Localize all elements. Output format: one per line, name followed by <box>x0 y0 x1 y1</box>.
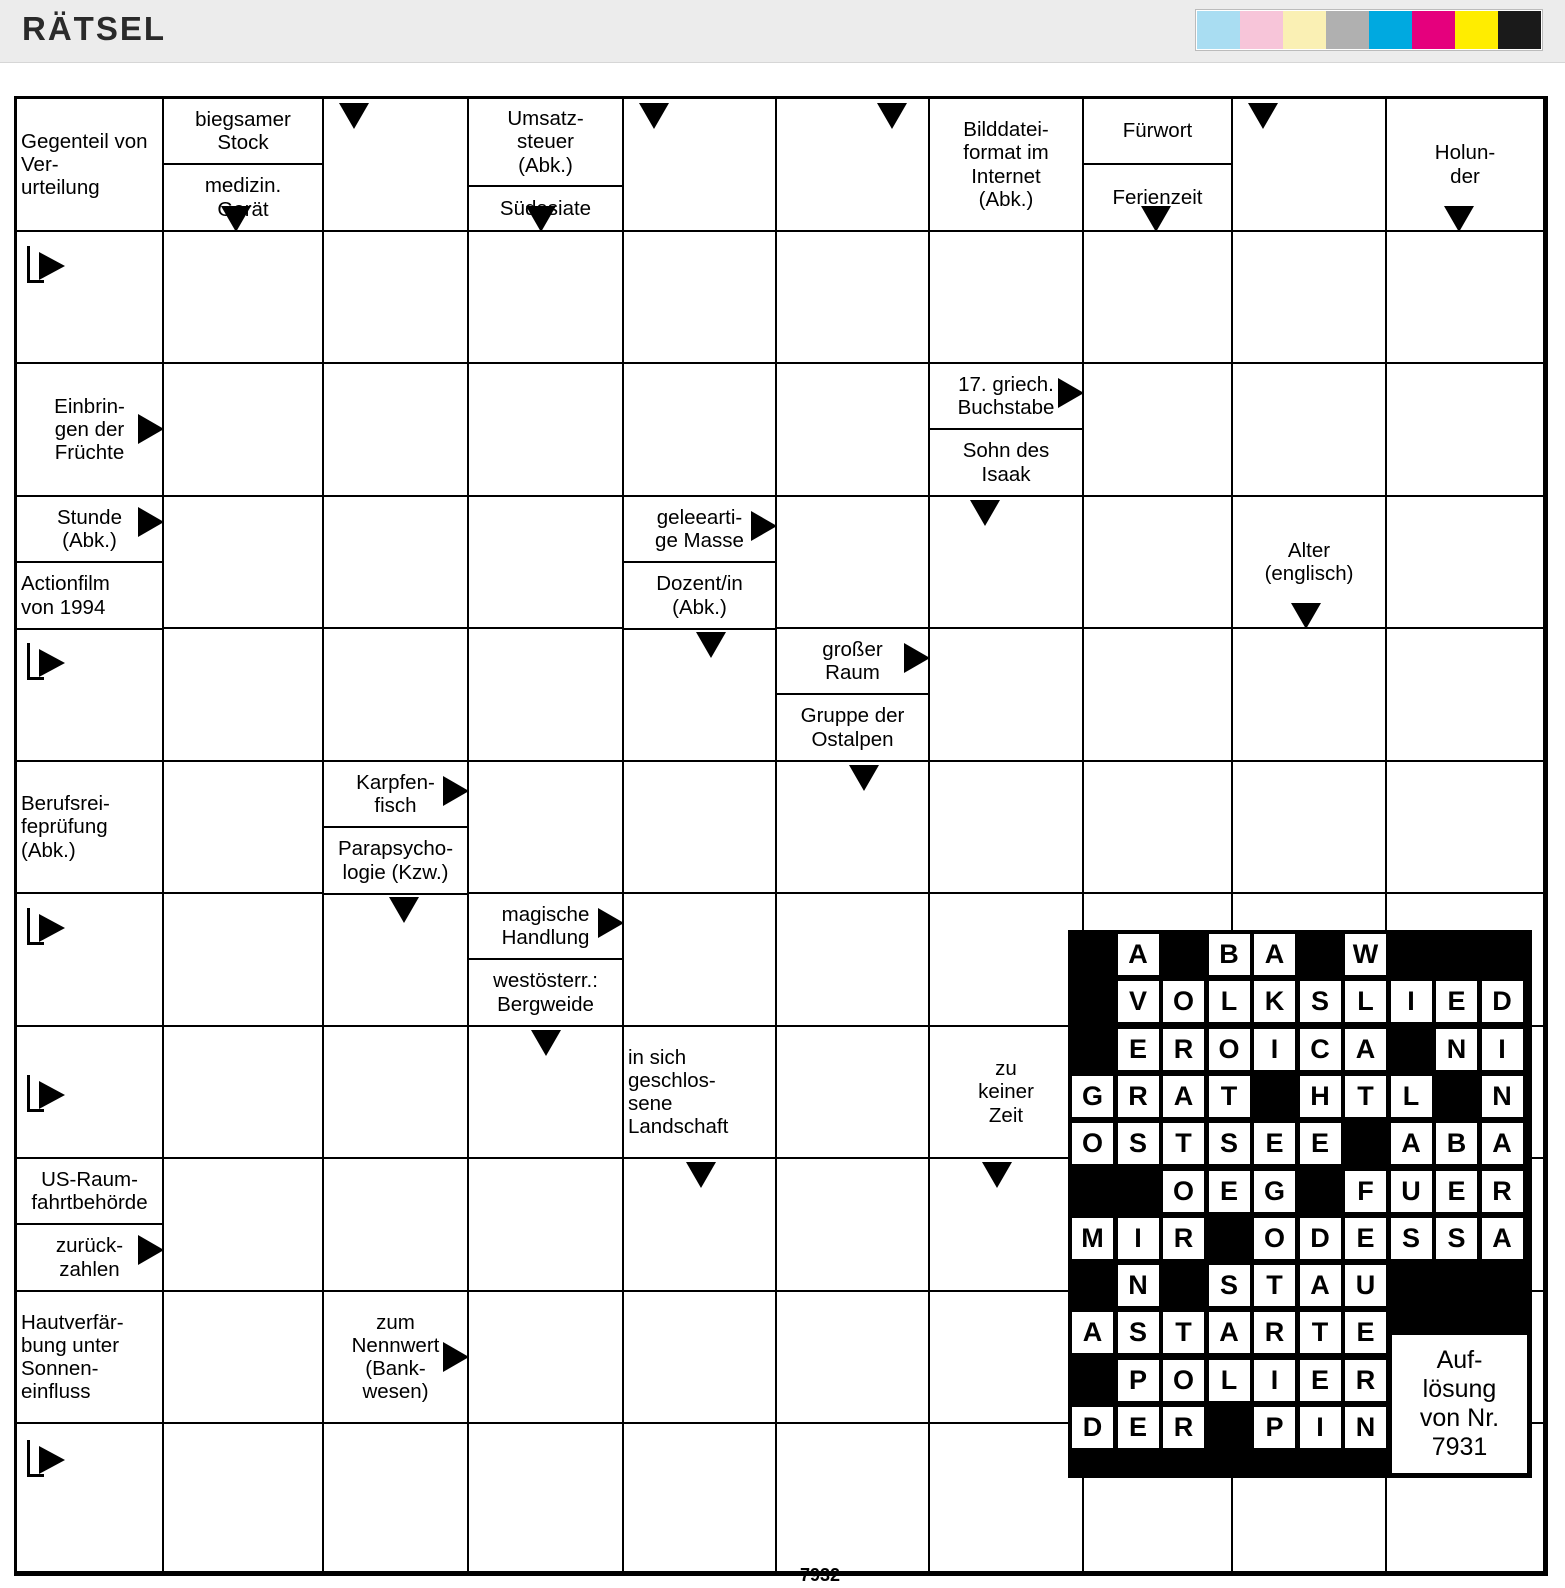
grid-cell[interactable] <box>624 364 777 497</box>
grid-cell[interactable] <box>930 629 1084 762</box>
solution-letter-cell: B <box>1207 932 1252 977</box>
solution-letter-cell: E <box>1116 1405 1161 1450</box>
clue-sohn-des-isaak: Sohn des Isaak <box>930 430 1084 497</box>
grid-cell[interactable] <box>930 497 1084 629</box>
grid-cell[interactable] <box>624 232 777 364</box>
grid-cell[interactable] <box>930 1424 1084 1573</box>
color-swatch-2 <box>1283 11 1326 49</box>
grid-cell[interactable] <box>930 232 1084 364</box>
color-swatch-4 <box>1369 11 1412 49</box>
arrow-right-icon-nennwert <box>443 1342 469 1372</box>
grid-cell[interactable] <box>324 1159 469 1292</box>
arrow-down-icon-ostalpen <box>849 765 879 791</box>
arrow-down-icon-holunder <box>1444 206 1474 232</box>
grid-cell[interactable] <box>469 232 624 364</box>
solution-letter-cell: A <box>1207 1310 1252 1355</box>
grid-cell[interactable] <box>469 497 624 629</box>
solution-letter-cell: W <box>1343 932 1388 977</box>
grid-cell[interactable] <box>624 894 777 1027</box>
solution-letter-cell: O <box>1207 1027 1252 1072</box>
clue-hautverfaerbung-unter-sonneneinfluss: Hautverfär- bung unter Sonnen- einfluss <box>17 1292 164 1424</box>
grid-cell[interactable] <box>324 1027 469 1159</box>
grid-cell[interactable] <box>624 762 777 894</box>
solution-letter-cell: D <box>1070 1405 1115 1450</box>
solution-letter-cell: A <box>1252 932 1297 977</box>
solution-letter-cell: T <box>1298 1310 1343 1355</box>
color-swatch-0 <box>1197 11 1240 49</box>
solution-letter-cell: S <box>1207 1121 1252 1166</box>
solution-letter-cell: L <box>1343 979 1388 1024</box>
solution-letter-cell: E <box>1434 979 1479 1024</box>
solution-letter-cell: A <box>1389 1121 1434 1166</box>
solution-letter-cell: A <box>1298 1263 1343 1308</box>
solution-letter-cell: I <box>1116 1216 1161 1261</box>
arrow-right-icon-stunde <box>138 507 164 537</box>
grid-cell[interactable] <box>1387 497 1545 629</box>
solution-letter-cell: T <box>1343 1074 1388 1119</box>
solution-letter-cell: R <box>1161 1216 1206 1261</box>
grid-cell[interactable] <box>1387 364 1545 497</box>
solution-letter-cell: S <box>1298 979 1343 1024</box>
grid-cell[interactable] <box>777 894 930 1027</box>
solution-letter-cell: P <box>1252 1405 1297 1450</box>
grid-cell[interactable] <box>777 497 930 629</box>
grid-cell[interactable] <box>1233 629 1387 762</box>
page-title: RÄTSEL <box>22 10 166 47</box>
arrow-down-icon-c8r0 <box>1248 103 1278 129</box>
solution-letter-cell: O <box>1161 1358 1206 1403</box>
solution-letter-cell: O <box>1161 979 1206 1024</box>
solution-letter-cell: R <box>1343 1358 1388 1403</box>
clue-gruppe-der-ostalpen: Gruppe der Ostalpen <box>777 695 930 762</box>
solution-letter-cell: U <box>1389 1169 1434 1214</box>
solution-letter-cell: P <box>1116 1358 1161 1403</box>
grid-cell[interactable] <box>324 232 469 364</box>
arrow-down-icon-medizin <box>221 206 251 232</box>
clue-17-griech-buchstabe: 17. griech. Buchstabe <box>930 364 1084 430</box>
arrow-down-icon-c4r0 <box>639 103 669 129</box>
arrow-start-icon-r6 <box>27 908 83 944</box>
grid-cell[interactable] <box>1084 232 1233 364</box>
clue-westoesterr-bergweide: westösterr.: Bergweide <box>469 960 624 1027</box>
clue-zum-nennwert-bankwesen: zum Nennwert (Bank- wesen) <box>324 1292 469 1424</box>
solution-letter-cell: N <box>1480 1074 1525 1119</box>
grid-cell[interactable] <box>469 364 624 497</box>
grid-cell[interactable] <box>324 1424 469 1573</box>
clue-einbringen-der-fruechte: Einbrin- gen der Früchte <box>17 364 164 497</box>
grid-cell[interactable] <box>164 629 324 762</box>
arrow-down-icon-dozent <box>696 632 726 658</box>
grid-cell[interactable] <box>930 894 1084 1027</box>
solution-letter-cell: V <box>1116 979 1161 1024</box>
arrow-right-icon-einbringen <box>138 414 164 444</box>
solution-letter-cell: I <box>1480 1027 1525 1072</box>
print-color-bar <box>1195 9 1543 51</box>
solution-letter-cell: N <box>1116 1263 1161 1308</box>
arrow-down-icon-sohn <box>970 500 1000 526</box>
clue-ferienzeit: Ferienzeit <box>1084 165 1233 232</box>
solution-block <box>1068 930 1532 1478</box>
solution-letter-cell: K <box>1252 979 1297 1024</box>
solution-letter-cell: S <box>1116 1310 1161 1355</box>
grid-cell[interactable] <box>164 1292 324 1424</box>
grid-cell[interactable] <box>164 1027 324 1159</box>
solution-letter-cell: A <box>1480 1216 1525 1261</box>
grid-cell[interactable] <box>324 497 469 629</box>
clue-fuerwort: Fürwort <box>1084 99 1233 165</box>
arrow-down-icon-suedasiate <box>526 206 556 232</box>
solution-letter-cell: S <box>1389 1216 1434 1261</box>
solution-letter-cell: I <box>1389 979 1434 1024</box>
color-swatch-6 <box>1455 11 1498 49</box>
grid-cell[interactable] <box>469 1424 624 1573</box>
solution-letter-cell: O <box>1161 1169 1206 1214</box>
clue-medizin-geraet: medizin. Gerät <box>164 165 324 232</box>
solution-letter-cell: T <box>1161 1121 1206 1166</box>
solution-letter-cell: E <box>1252 1121 1297 1166</box>
clue-in-sich-geschlossene-landschaft: in sich geschlos- sene Landschaft <box>624 1027 777 1159</box>
clue-holunder: Holun- der <box>1387 99 1545 232</box>
clue-zurueckzahlen: zurück- zahlen <box>17 1225 164 1292</box>
color-swatch-3 <box>1326 11 1369 49</box>
grid-cell[interactable] <box>469 762 624 894</box>
solution-letter-cell: A <box>1161 1074 1206 1119</box>
clue-magische-handlung: magische Handlung <box>469 894 624 960</box>
arrow-right-icon-17griech <box>1058 378 1084 408</box>
solution-letter-cell: L <box>1207 979 1252 1024</box>
solution-letter-cell: S <box>1116 1121 1161 1166</box>
clue-suedasiate: Südasiate <box>469 187 624 232</box>
clue-biegsamer-stock: biegsamer Stock <box>164 99 324 165</box>
grid-cell[interactable] <box>164 762 324 894</box>
grid-cell[interactable] <box>1387 629 1545 762</box>
solution-letter-cell: N <box>1434 1027 1479 1072</box>
color-swatch-5 <box>1412 11 1455 49</box>
arrow-down-icon-c5r0 <box>877 103 907 129</box>
color-swatch-7 <box>1498 11 1541 49</box>
arrow-down-icon-landschaft <box>686 1162 716 1188</box>
arrow-start-icon-r1 <box>27 246 83 282</box>
grid-cell[interactable] <box>1084 497 1233 629</box>
clue-umsatzsteuer-abk: Umsatz- steuer (Abk.) <box>469 99 624 187</box>
arrow-right-icon-zurueck <box>138 1235 164 1265</box>
color-swatch-1 <box>1240 11 1283 49</box>
solution-letter-cell: T <box>1252 1263 1297 1308</box>
solution-letter-cell: I <box>1298 1405 1343 1450</box>
solution-letter-cell: A <box>1343 1027 1388 1072</box>
grid-cell[interactable] <box>324 629 469 762</box>
grid-cell[interactable] <box>624 1292 777 1424</box>
arrow-down-icon-parapsycho <box>389 897 419 923</box>
solution-letter-cell: S <box>1207 1263 1252 1308</box>
clue-zu-keiner-zeit: zu keiner Zeit <box>930 1027 1084 1159</box>
grid-cell[interactable] <box>164 497 324 629</box>
grid-cell[interactable] <box>930 1292 1084 1424</box>
grid-cell[interactable] <box>777 364 930 497</box>
solution-letter-cell: A <box>1116 932 1161 977</box>
grid-cell[interactable] <box>777 232 930 364</box>
solution-letter-cell: L <box>1207 1358 1252 1403</box>
grid-cell[interactable] <box>1084 629 1233 762</box>
solution-caption: Auf- lösung von Nr. 7931 <box>1390 1333 1529 1475</box>
grid-cell[interactable] <box>930 762 1084 894</box>
solution-letter-cell: A <box>1070 1310 1115 1355</box>
solution-letter-cell: R <box>1116 1074 1161 1119</box>
arrow-right-icon-magische <box>598 908 624 938</box>
clue-gegenteil-von-verurteilung: Gegenteil von Ver- urteilung <box>17 99 164 232</box>
grid-cell[interactable] <box>164 1159 324 1292</box>
solution-letter-cell: R <box>1161 1405 1206 1450</box>
grid-cell[interactable] <box>164 232 324 364</box>
solution-letter-cell: E <box>1116 1027 1161 1072</box>
grid-cell[interactable] <box>624 1424 777 1573</box>
arrow-down-icon-bergweide <box>531 1030 561 1056</box>
arrow-start-icon-r4 <box>27 643 83 679</box>
clue-stunde-abk: Stunde (Abk.) <box>17 497 164 563</box>
solution-letter-cell: E <box>1298 1121 1343 1166</box>
grid-cell[interactable] <box>324 364 469 497</box>
solution-letter-cell: D <box>1480 979 1525 1024</box>
solution-letter-cell: I <box>1252 1027 1297 1072</box>
solution-letter-cell: E <box>1343 1216 1388 1261</box>
clue-berufsreifepruefung-abk: Berufsrei- feprüfung (Abk.) <box>17 762 164 894</box>
arrow-start-icon-r7 <box>27 1075 83 1111</box>
arrow-right-icon-karpfen <box>443 776 469 806</box>
clue-karpfenfisch: Karpfen- fisch <box>324 762 469 828</box>
solution-letter-cell: T <box>1207 1074 1252 1119</box>
solution-letter-cell: B <box>1434 1121 1479 1166</box>
grid-cell[interactable] <box>469 629 624 762</box>
clue-us-raumfahrtbehoerde: US-Raum- fahrtbehörde <box>17 1159 164 1225</box>
solution-letter-cell: I <box>1252 1358 1297 1403</box>
grid-cell[interactable] <box>1084 364 1233 497</box>
arrow-down-icon-zukeinerzeit <box>982 1162 1012 1188</box>
solution-letter-cell: E <box>1207 1169 1252 1214</box>
solution-letter-cell: H <box>1298 1074 1343 1119</box>
grid-cell[interactable] <box>1084 762 1233 894</box>
clue-dozent-in-abk: Dozent/in (Abk.) <box>624 563 777 630</box>
grid-cell[interactable] <box>777 1159 930 1292</box>
solution-letter-cell: G <box>1070 1074 1115 1119</box>
clue-bilddateiformat-im-internet-abk: Bilddatei- format im Internet (Abk.) <box>930 99 1084 232</box>
grid-cell[interactable] <box>777 1424 930 1573</box>
solution-letter-cell: O <box>1070 1121 1115 1166</box>
grid-cell[interactable] <box>1387 762 1545 894</box>
clue-geleeartige-masse: geleearti- ge Masse <box>624 497 777 563</box>
grid-cell[interactable] <box>469 1292 624 1424</box>
solution-letter-cell: F <box>1343 1169 1388 1214</box>
grid-cell[interactable] <box>164 364 324 497</box>
grid-cell[interactable] <box>1233 762 1387 894</box>
solution-letter-cell: M <box>1070 1216 1115 1261</box>
arrow-down-icon-c2r0 <box>339 103 369 129</box>
solution-letter-cell: R <box>1480 1169 1525 1214</box>
grid-cell[interactable] <box>777 1027 930 1159</box>
grid-cell[interactable] <box>1387 232 1545 364</box>
arrow-down-icon-alter <box>1291 603 1321 629</box>
clue-grosser-raum: großer Raum <box>777 629 930 695</box>
solution-letter-cell: R <box>1161 1027 1206 1072</box>
solution-letter-cell: E <box>1298 1358 1343 1403</box>
clue-actionfilm-von-1994: Actionfilm von 1994 <box>17 563 164 630</box>
solution-letter-cell: L <box>1389 1074 1434 1119</box>
solution-letter-cell: S <box>1434 1216 1479 1261</box>
solution-letter-cell: O <box>1252 1216 1297 1261</box>
grid-cell[interactable] <box>469 1159 624 1292</box>
solution-letter-cell: N <box>1343 1405 1388 1450</box>
arrow-right-icon-grosser-raum <box>904 643 930 673</box>
arrow-right-icon-gelee <box>751 511 777 541</box>
grid-cell[interactable] <box>1233 364 1387 497</box>
solution-letter-cell: T <box>1161 1310 1206 1355</box>
grid-cell[interactable] <box>164 894 324 1027</box>
solution-letter-cell: E <box>1343 1310 1388 1355</box>
page-header <box>0 0 1565 63</box>
grid-cell[interactable] <box>164 1424 324 1573</box>
arrow-down-icon-ferienzeit <box>1141 206 1171 232</box>
solution-letter-cell: A <box>1480 1121 1525 1166</box>
arrow-start-icon-r10 <box>27 1440 83 1476</box>
grid-cell[interactable] <box>777 99 930 232</box>
grid-cell[interactable] <box>777 1292 930 1424</box>
puzzle-number: 7932 <box>800 1565 841 1585</box>
grid-cell[interactable] <box>1233 232 1387 364</box>
clue-alter-englisch: Alter (englisch) <box>1233 497 1387 629</box>
solution-letter-cell: G <box>1252 1169 1297 1214</box>
solution-letter-cell: D <box>1298 1216 1343 1261</box>
solution-letter-cell: U <box>1343 1263 1388 1308</box>
solution-letter-cell: C <box>1298 1027 1343 1072</box>
solution-letter-cell: R <box>1252 1310 1297 1355</box>
clue-parapsychologie-kzw: Parapsycho- logie (Kzw.) <box>324 828 469 895</box>
solution-letter-cell: E <box>1434 1169 1479 1214</box>
